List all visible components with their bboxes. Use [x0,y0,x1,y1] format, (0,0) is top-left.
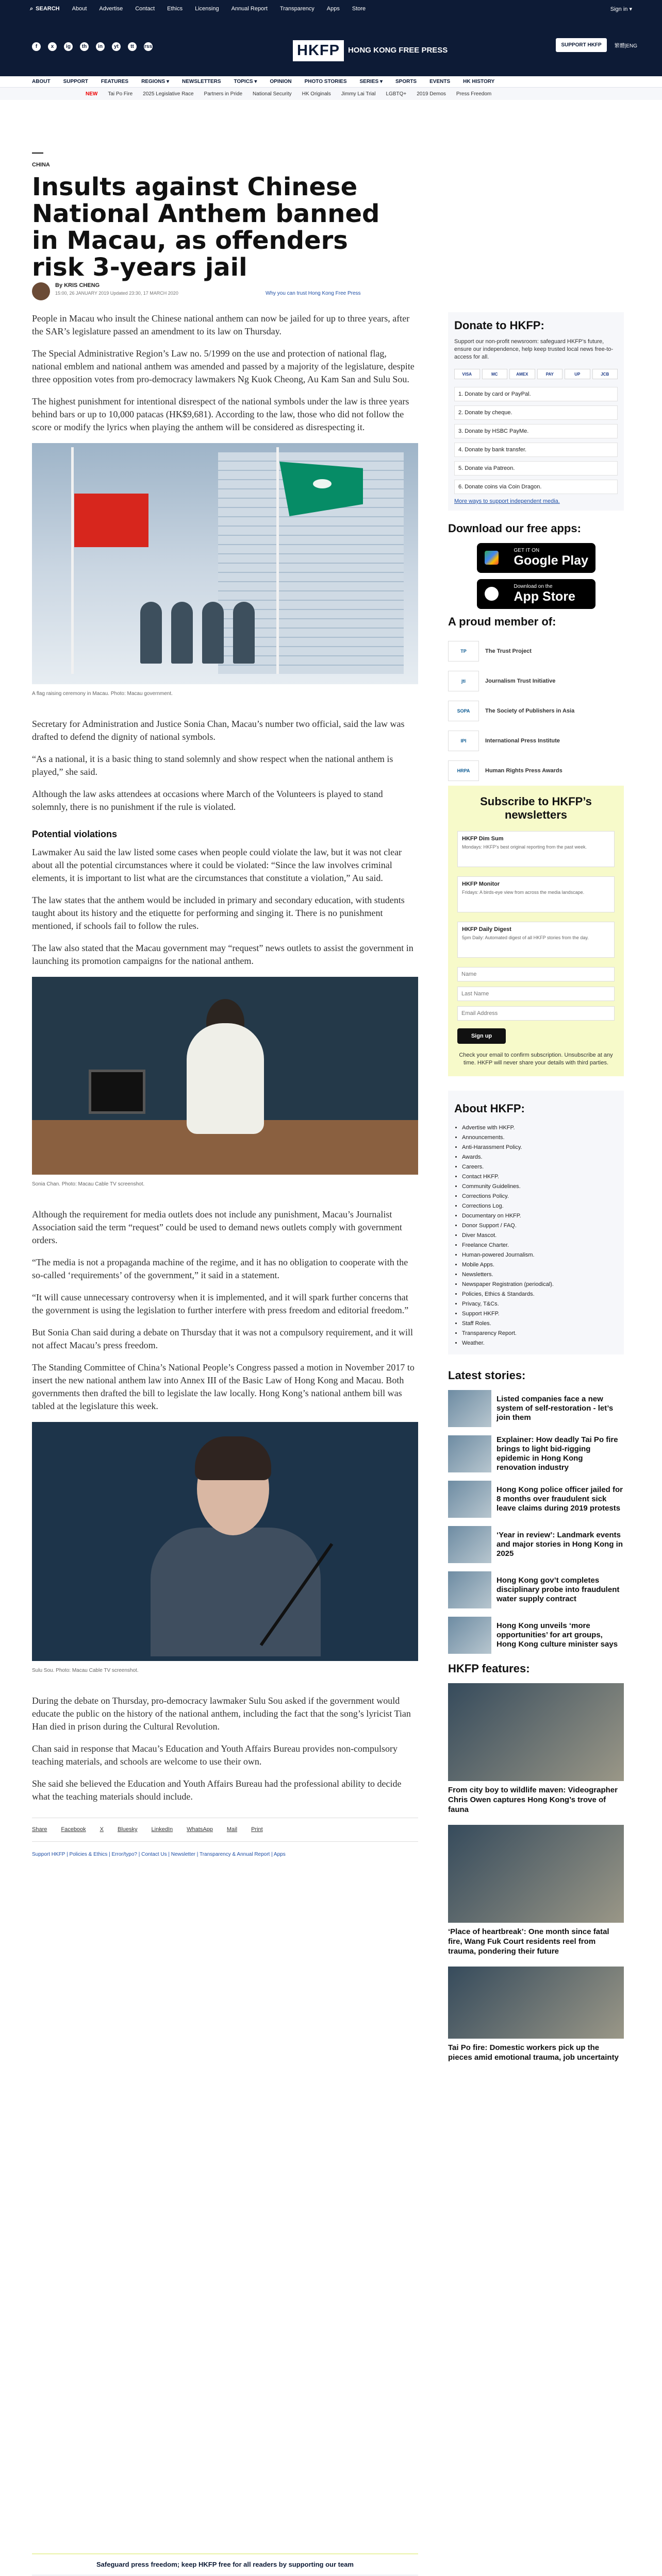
nav-about[interactable]: ABOUT [32,79,51,84]
sidebar [448,312,624,2073]
x-icon[interactable]: x [48,42,57,51]
about-link[interactable]: • Privacy, T&Cs. [462,1299,618,1309]
article-paragraph: Chan said in response that Macau’s Education and Youth Affairs Bureau provides non-compulsory teaching materials, and schools are welcome to use their own. [32,1743,398,1767]
app-small-label: Download on the [514,584,553,589]
top-link-apps[interactable]: Apps [326,6,340,12]
ticker-item[interactable]: HK Originals [302,91,331,97]
tiktok-icon[interactable]: tt [128,42,137,51]
about-link[interactable]: • Awards. [462,1153,618,1162]
membership-item[interactable]: jti Journalism Trust Initiative [448,666,624,696]
about-link[interactable]: • Freelance Charter. [462,1241,618,1250]
newsletter-note: Check your email to confirm subscription. Unsubscribe at any time. HKFP will never share your details with third parties. [459,1052,613,1066]
category-label[interactable]: CHINA [32,162,50,168]
byline [32,282,178,300]
facebook-icon[interactable]: f [32,42,41,51]
social-links [32,42,153,51]
top-link-transparency[interactable]: Transparency [279,6,315,12]
speaker-body [151,1528,321,1656]
about-link[interactable]: • Support HKFP. [462,1309,618,1319]
share-bluesky-link[interactable]: Bluesky [118,1826,138,1833]
ticker-item[interactable]: LGBTQ+ [386,91,407,97]
top-utility-bar [0,0,662,18]
search-icon: ⌕ [30,5,34,12]
publish-date: 15:00, 26 JANUARY 2019 Updated 23:30, 17 MARCH 2020 [55,291,178,296]
feature-story[interactable]: ‘Place of heartbreak’: One month since fatal fire, Wang Fuk Court residents reel from trauma, pondering their future [448,1927,609,1956]
card-icon: UP [565,369,590,379]
flag-pole [276,447,279,674]
linkedin-icon[interactable]: in [96,42,105,51]
category-rule [32,152,43,154]
latest-story[interactable]: ‘Year in review’: Landmark events and major stories in Hong Kong in 2025 [448,1526,624,1563]
story-thumbnail [448,1390,491,1427]
instagram-icon[interactable]: ig [64,42,73,51]
article-paragraph: The Special Administrative Region’s Law no. 5/1999 on the use and protection of national flag, national emblem and national anthem was amended and passed by a majority of the legislature, despite three opposition votes from pro-democracy lawmakers Ng Kuok Cheong, Au Kam San and Sulu Sou. [32,348,415,384]
monitor-image-part [89,1070,145,1114]
ticker-item[interactable]: Partners in Pride [204,91,243,97]
card-icon: MC [482,369,508,379]
article-paragraph: Lawmaker Au said the law listed some cases when people could violate the law, but it was not clear about all the potential circumstances where it could be violated: “Since the law involves criminal elements, it is important to list what are the circumstances that constitute a violation,” Au said. [32,847,402,883]
story-thumbnail [448,1571,491,1608]
ipi-logo: IPI [448,731,479,751]
sidebar-app-store-button[interactable] [477,579,595,609]
google-play-icon [485,551,499,565]
newsletter-title: Subscribe to HKFP’s newsletters [480,795,592,821]
about-title: About HKFP: [454,1102,525,1115]
article-paragraph: Although the law asks attendees at occasions where March of the Volunteers is played to stand solemnly, there is no punishment if the rule is violated. [32,789,383,812]
about-link[interactable]: • Donor Support / FAQ. [462,1221,618,1231]
author-avatar[interactable] [32,282,50,300]
feature-story[interactable]: From city boy to wildlife maven: Videographer Chris Owen captures Hong Kong’s trove of fauna [448,1786,618,1814]
feature-image[interactable] [448,1683,624,1781]
about-link[interactable]: • Community Guidelines. [462,1182,618,1192]
ticker-item[interactable]: Jimmy Lai Trial [341,91,376,97]
nav-topics[interactable]: TOPICS ▾ [234,79,257,84]
card-icon: PAY [537,369,563,379]
article-paragraph: But Sonia Chan said during a debate on Thursday that it was not a compulsory requirement, and it will not affect Macau’s press freedom. [32,1327,413,1350]
donation-heading: Safeguard press freedom; keep HKFP free for all readers by supporting our team [32,2553,418,2574]
share-linkedin-link[interactable]: LinkedIn [151,1826,173,1833]
story-thumbnail [448,1526,491,1563]
nav-opinion[interactable]: OPINION [270,79,292,84]
share-print-link[interactable]: Print [251,1826,263,1833]
sign-in-link[interactable]: Sign in ▾ [610,6,632,12]
card-icon: VISA [454,369,480,379]
article-body [32,312,418,1867]
nav-support[interactable]: SUPPORT [63,79,88,84]
hkfp-features [448,1662,624,2062]
app-store-name: Google Play [514,553,588,568]
apple-icon [485,587,499,601]
article-paragraph: During the debate on Thursday, pro-democracy lawmaker Sulu Sou asked if the government would educate the public on the history of the national anthem, including the fact that the song’s lyricist Tian Han died in prison during the Cultural Revolution. [32,1696,411,1732]
article-paragraph: The highest punishment for intentional disrespect of the national symbols under the law is three years behind bars or up to 10,000 patacas (HK$9,681). According to the law, those who did not follow the score or modify the lyrics when playing the anthem will be considered as disrespecting it. [32,396,409,432]
nav-series[interactable]: SERIES ▾ [359,79,383,84]
ceremony-people [140,602,264,664]
photo-caption: Sonia Chan. Photo: Macau Cable TV screenshot. [32,1181,145,1187]
feature-image[interactable] [448,1967,624,2039]
article-paragraph: “It will cause unnecessary controversy when it is implemented, and it will spark further concerns that the government is using the legislation to further interfere with press freedom and editorial freedom.” [32,1292,409,1315]
article-title: Insults against Chinese National Anthem banned in Macau, as offenders risk 3-years jail [32,173,380,282]
photo-caption: Sulu Sou. Photo: Macau Cable TV screenshot. [32,1668,139,1673]
donate-description: Support our non-profit newsroom: safeguard HKFP’s future, ensure our independence, help keep trusted local news free-to-access for all. [454,338,614,360]
ticker-item[interactable]: 2025 Legislative Race [143,91,194,97]
donate-option[interactable]: 1. Donate by card or PayPal. [454,387,618,401]
donation-panel [32,2553,418,2576]
donation-card-logos [454,369,618,379]
donate-option[interactable]: 4. Donate by bank transfer. [454,443,618,457]
trust-link[interactable]: Why you can trust Hong Kong Free Press [266,291,361,296]
about-link[interactable]: • Weather. [462,1338,618,1348]
logo-text: HONG KONG FREE PRESS [347,46,448,55]
article-page [0,100,662,2576]
china-flag-image [74,494,148,547]
hrpa-logo: HRPA [448,760,479,781]
membership-item[interactable]: IPI International Press Institute [448,726,624,756]
article-support-links[interactable]: Support HKFP | Policies & Ethics | Error/typo? | Contact Us | Newsletter | Transparency & Annual Report | Apps [32,1852,286,1857]
search-label: SEARCH [36,6,60,12]
author-name[interactable]: By KRIS CHENG [55,282,100,289]
donate-title: Donate to HKFP: [454,319,544,332]
latest-story[interactable]: Hong Kong unveils ‘more opportunities’ for art groups, Hong Kong culture minister says [448,1617,624,1654]
article-paragraph: Although the requirement for media outlets does not include any punishment, Macau’s Journalist Association said the term “request” could be used to demand news outlets comply with government orders. [32,1209,402,1245]
article-paragraph: “The media is not a propaganda machine of the regime, and it has no obligation to cooperate with the so-called ‘requirements’ of the government,” it said in a statement. [32,1257,408,1280]
donate-option[interactable]: 5. Donate via Patreon. [454,461,618,476]
card-icon: AMEX [509,369,535,379]
article-paragraph: The Standing Committee of China’s National People’s Congress passed a motion in November 2017 to insert the new national anthem law into Annex III of the Basic Law of Hong Kong and Macau. Both governments then drafted the bill to legislate the law locally. Hong Kong’s national anthem bill was tabled at the legislature this week. [32,1362,415,1411]
about-link[interactable]: • Transparency Report. [462,1329,618,1338]
ticker-item[interactable]: Press Freedom [456,91,492,97]
top-link-licensing[interactable]: Licensing [195,6,219,12]
language-switch[interactable]: 繁體|ENG [614,43,637,49]
about-link[interactable]: • Staff Roles. [462,1319,618,1329]
about-link[interactable]: • Anti-Harassment Policy. [462,1143,618,1153]
newsletter-option[interactable]: HKFP Monitor Fridays: A birds-eye view from across the media landscape. [457,876,615,912]
threads-icon[interactable]: th [80,42,89,51]
membership-item[interactable]: TP The Trust Project [448,636,624,666]
feature-image[interactable] [448,1825,624,1923]
topic-ticker [0,88,662,100]
sopa-logo: SOPA [448,701,479,721]
about-link[interactable]: • Newsletters. [462,1270,618,1280]
sulu-sou-photo [32,1422,418,1661]
site-logo[interactable] [293,40,448,61]
support-button[interactable]: SUPPORT HKFP [556,38,606,52]
speaker-hair [195,1436,271,1480]
nav-photo-stories[interactable]: PHOTO STORIES [304,79,347,84]
proud-title: A proud member of: [448,615,556,628]
site-header [0,18,662,76]
article-paragraph: “As a national, it is a basic thing to stand solemnly and show respect when the national anthem is played,” she said. [32,754,393,777]
about-link[interactable]: • Advertise with HKFP. [462,1123,618,1133]
nav-events[interactable]: EVENTS [429,79,451,84]
flag-raising-photo [32,443,418,684]
about-link[interactable]: • Policies, Ethics & Standards. [462,1290,618,1299]
first-name-input[interactable]: Name [457,967,615,981]
main-navigation [0,76,662,88]
newsletter-box [448,786,624,1076]
story-thumbnail [448,1617,491,1654]
about-link[interactable]: • Corrections Policy. [462,1192,618,1201]
logo-mark: HKFP [293,40,344,61]
about-link[interactable]: • Mobile Apps. [462,1260,618,1270]
about-link[interactable]: • Careers. [462,1162,618,1172]
top-link-store[interactable]: Store [352,6,366,12]
share-mail-link[interactable]: Mail [226,1826,238,1833]
article-paragraph: The law also stated that the Macau government may “request” news outlets to assist the government in launching its promotion campaigns for the national anthem. [32,943,413,966]
trust-project-logo: TP [448,641,479,662]
newsletter-option[interactable]: HKFP Daily Digest 5pm Daily: Automated digest of all HKFP stories from the day. [457,922,615,958]
ticker-label: NEW [86,91,98,97]
sidebar-google-play-button[interactable] [477,543,595,573]
about-link[interactable]: • Diver Mascot. [462,1231,618,1241]
about-link[interactable]: • Human-powered Journalism. [462,1250,618,1260]
about-link[interactable]: • Announcements. [462,1133,618,1143]
about-link[interactable]: • Newspaper Registration (periodical). [462,1280,618,1290]
rss-icon[interactable]: rss [144,42,153,51]
jti-logo: jti [448,671,479,691]
last-name-input[interactable]: Last Name [457,987,615,1001]
more-support-link[interactable]: More ways to support independent media. [454,498,560,504]
feature-story[interactable]: Tai Po fire: Domestic workers pick up the pieces amid emotional trauma, job uncertainty [448,2043,619,2062]
signup-button[interactable]: Sign up [457,1028,506,1044]
speaker-body [187,1023,264,1134]
top-link-about[interactable]: About [72,6,87,12]
nav-regions[interactable]: REGIONS ▾ [141,79,169,84]
share-facebook-link[interactable]: Facebook [61,1826,86,1833]
latest-story[interactable]: Hong Kong gov’t completes disciplinary probe into fraudulent water supply contract [448,1571,624,1608]
app-download-section [448,522,624,609]
flag-pole [71,447,74,674]
latest-story[interactable]: Hong Kong police officer jailed for 8 months over fraudulent sick leave claims during 2019 protests [448,1481,624,1518]
sonia-chan-photo [32,977,418,1175]
top-link-ethics[interactable]: Ethics [167,6,183,12]
membership-section [448,615,624,786]
latest-story[interactable]: Explainer: How deadly Tai Po fire brings to light bid-rigging epidemic in Hong Kong renovation industry [448,1435,624,1472]
search-button[interactable] [30,6,60,12]
latest-stories [448,1369,624,1654]
ticker-item[interactable]: Tai Po Fire [108,91,133,97]
newsletter-option[interactable]: HKFP Dim Sum Mondays: HKFP’s best original reporting from the past week. [457,831,615,867]
card-icon: JCB [592,369,618,379]
about-box [448,1091,624,1354]
about-link[interactable]: • Documentary on HKFP. [462,1211,618,1221]
nav-sports[interactable]: SPORTS [395,79,417,84]
header-actions [556,38,637,52]
youtube-icon[interactable]: yt [112,42,121,51]
story-thumbnail [448,1481,491,1518]
article-paragraph: She said she believed the Education and Youth Affairs Bureau had the professional ability to decide what the teaching materials should include. [32,1778,402,1802]
donate-option[interactable]: 2. Donate by cheque. [454,405,618,420]
donate-option[interactable]: 6. Donate coins via Coin Dragon. [454,480,618,494]
membership-item[interactable]: SOPA The Society of Publishers in Asia [448,696,624,726]
top-link-advertise[interactable]: Advertise [99,6,123,12]
article-paragraph: The law states that the anthem would be included in primary and secondary education, with students taught about its history and the etiquette for performing and singing it. There is no punishment mentioned, if schools fail to follow the rules. [32,895,405,931]
ticker-item[interactable]: 2019 Demos [417,91,446,97]
photo-caption: A flag raising ceremony in Macau. Photo: Macau government. [32,691,173,697]
article-paragraph: People in Macau who insult the Chinese national anthem can now be jailed for up to three years, after the SAR’s legislature passed an amendment to its law on Thursday. [32,313,410,336]
share-bar [32,1818,418,1842]
latest-title: Latest stories: [448,1369,526,1382]
donate-option[interactable]: 3. Donate by HSBC PayMe. [454,424,618,438]
app-store-name: App Store [514,589,575,604]
nav-hk-history[interactable]: HK HISTORY [463,79,495,84]
nav-features[interactable]: FEATURES [101,79,129,84]
about-link[interactable]: • Contact HKFP. [462,1172,618,1182]
app-small-label: GET IT ON [514,548,540,553]
ticker-item[interactable]: National Security [253,91,292,97]
top-link-annual-report[interactable]: Annual Report [231,6,268,12]
features-title: HKFP features: [448,1662,530,1675]
top-link-contact[interactable]: Contact [135,6,155,12]
download-title: Download our free apps: [448,522,581,535]
latest-story[interactable]: Listed companies face a new system of self-restoration - let’s join them [448,1390,624,1427]
share-label: Share [32,1826,47,1833]
share-x-link[interactable]: X [100,1826,104,1833]
share-whatsapp-link[interactable]: WhatsApp [187,1826,213,1833]
story-thumbnail [448,1435,491,1472]
email-input[interactable]: Email Address [457,1006,615,1021]
section-heading: Potential violations [32,829,118,839]
article-paragraph: Secretary for Administration and Justice Sonia Chan, Macau’s number two official, said the law was drafted to defend the dignity of national symbols. [32,719,405,742]
membership-item[interactable]: HRPA Human Rights Press Awards [448,756,624,786]
lotus-emblem [313,479,332,488]
donate-box [448,312,624,511]
nav-newsletters[interactable]: NEWSLETTERS [181,79,221,84]
about-link[interactable]: • Corrections Log. [462,1201,618,1211]
